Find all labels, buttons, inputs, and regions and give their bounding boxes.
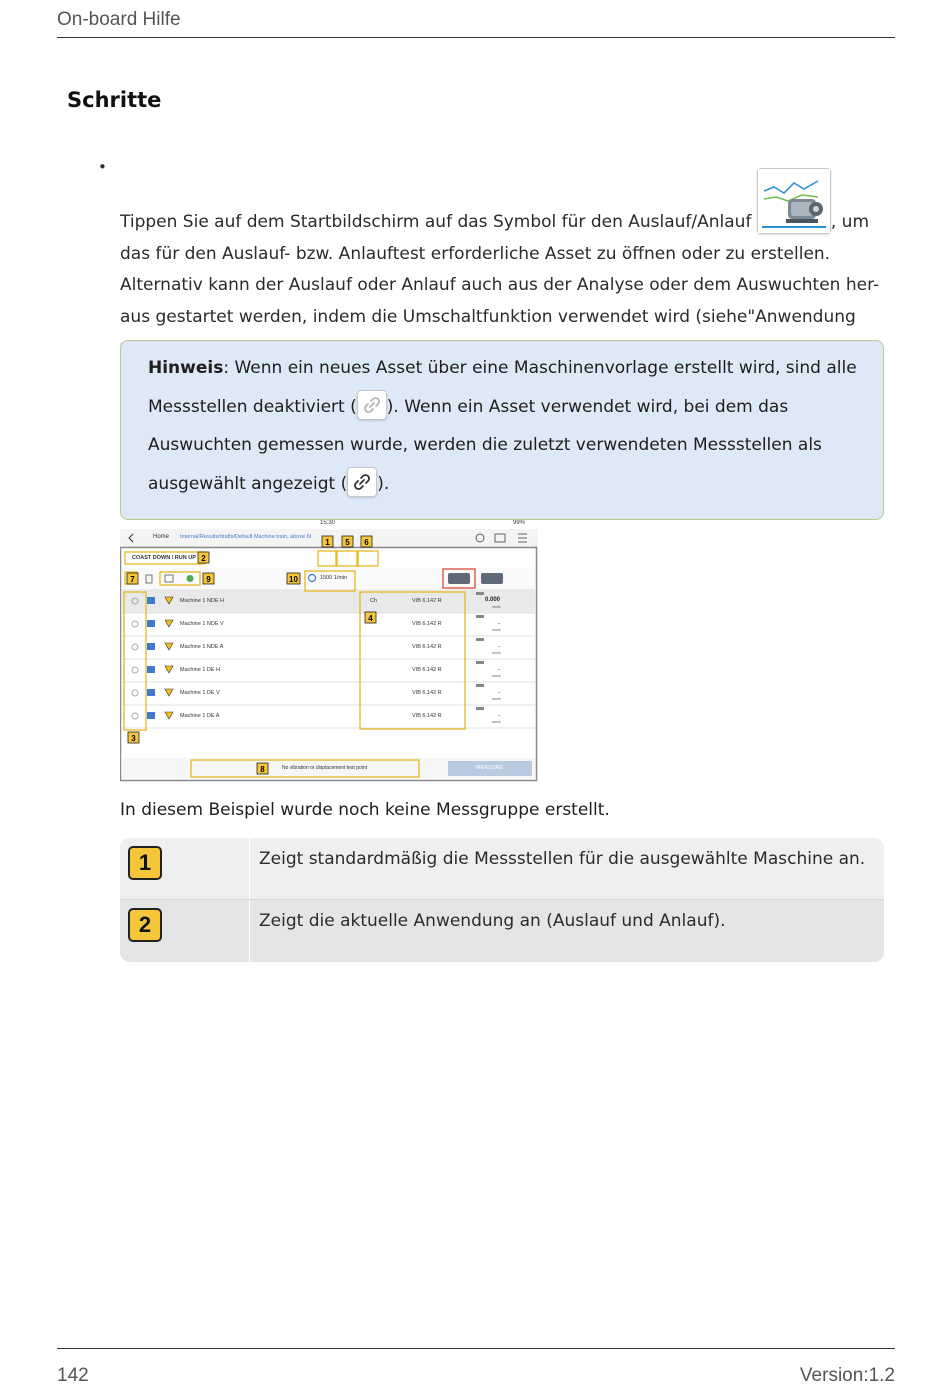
legend-description: Zeigt standardmäßig die Messstellen für die ausgewählte Maschine an.	[259, 849, 866, 869]
row-unit: mm/s	[492, 697, 501, 701]
row-value: -	[498, 644, 500, 650]
row-sensor: VIB 6.142 R	[412, 713, 442, 719]
callout-1: 1	[325, 538, 330, 547]
screenshot-row[interactable]	[180, 713, 520, 725]
screenshot-status-time: 15:30	[320, 520, 336, 526]
legend-row	[120, 838, 884, 900]
step-text-before-icon: Tippen Sie auf dem Startbildschirm auf das Symbol für den Auslauf/Anlauf	[120, 212, 752, 232]
legend-number-cell	[120, 838, 250, 899]
callout-4: 4	[368, 614, 373, 623]
screenshot-caption: In diesem Beispiel wurde noch keine Messgruppe erstellt.	[120, 800, 610, 820]
note-text	[148, 349, 868, 503]
link-active-icon	[347, 467, 377, 497]
screenshot-mode-label: COAST DOWN / RUN UP	[132, 555, 196, 561]
legend-number-badge: 1	[128, 846, 162, 880]
screenshot-battery: 99%	[513, 520, 526, 526]
note-text-part3: ).	[377, 473, 390, 494]
row-name: Machine 1 NDE A	[180, 644, 224, 650]
row-value: -	[498, 690, 500, 696]
app-screenshot	[120, 520, 538, 782]
callout-7: 7	[130, 575, 135, 584]
legend-number-cell	[120, 900, 250, 962]
row-sensor: VIB 6.142 R	[412, 667, 442, 673]
row-unit: mm/s	[492, 651, 501, 655]
row-name: Machine 1 NDE H	[180, 598, 225, 604]
row-unit: mm/s	[492, 674, 501, 678]
row-value: -	[498, 667, 500, 673]
version-label: Version:1.2	[799, 1365, 895, 1386]
header-title: On-board Hilfe	[57, 9, 181, 30]
legend-table	[120, 838, 884, 962]
row-unit: mm/s	[492, 628, 501, 632]
row-value: -	[498, 621, 500, 627]
callout-5: 5	[345, 538, 350, 547]
screenshot-row[interactable]	[180, 621, 520, 633]
screenshot-rpm: 1500 1/min	[320, 575, 348, 581]
row-name: Machine 1 DE V	[180, 690, 220, 696]
screenshot-breadcrumb-home[interactable]: Home	[153, 534, 170, 540]
note-box	[120, 340, 884, 520]
step-paragraph	[120, 172, 890, 365]
legend-number-badge: 2	[128, 908, 162, 942]
row-sensor: VIB 6.142 R	[412, 621, 442, 627]
screenshot-breadcrumb-path[interactable]: Internal/Results/drafts/Default Machine train, above 6t	[180, 534, 312, 540]
row-value: -	[498, 713, 500, 719]
header-divider	[57, 37, 895, 38]
footer-divider	[57, 1348, 895, 1349]
row-unit: mm/s	[492, 720, 501, 724]
note-text-part1: : Wenn ein neues Asset über eine Maschinenvorlage erstellt wird, sind alle Messstellen deaktiviert (	[148, 358, 857, 417]
note-text-part2: ). Wenn ein Asset verwendet wird, bei dem das Auswuchten gemessen wurde, werden die zuletzt verwendeten Messstellen als ausgewählt angezeigt (	[148, 396, 822, 494]
callout-6: 6	[364, 538, 369, 547]
row-value: 0.000	[485, 597, 501, 603]
legend-description: Zeigt die aktuelle Anwendung an (Auslauf und Anlauf).	[259, 911, 726, 931]
screenshot-footer-message: No vibration or displacement test point	[282, 765, 368, 771]
row-name: Machine 1 DE H	[180, 667, 221, 673]
step-text-after-icon: , um das für den Auslauf- bzw. Anlauftest erforderliche Asset zu öffnen oder zu erstellen. Alternativ kann der Auslauf oder Anlauf auch aus der Analyse oder dem Auswuchten her- aus gestartet werden, indem die Umschaltfunktion verwendet wird (siehe"Anwendung	[120, 212, 880, 327]
row-sensor: VIB 6.142 R	[412, 598, 442, 604]
bullet-point: •	[98, 158, 107, 176]
screenshot-row[interactable]	[180, 598, 520, 610]
screenshot-measure-button[interactable]: MEASURE	[476, 765, 504, 771]
legend-row	[120, 900, 884, 962]
row-channel: Ch	[370, 598, 378, 604]
callout-10: 10	[289, 575, 298, 584]
row-sensor: VIB 6.142 R	[412, 690, 442, 696]
screenshot-row[interactable]	[180, 667, 520, 679]
section-title: Schritte	[67, 88, 162, 112]
screenshot-row[interactable]	[180, 690, 520, 702]
row-name: Machine 1 DE A	[180, 713, 220, 719]
page-number: 142	[57, 1365, 89, 1386]
callout-8: 8	[260, 765, 265, 774]
note-label: Hinweis	[148, 358, 224, 378]
row-name: Machine 1 NDE V	[180, 621, 224, 627]
callout-9: 9	[206, 575, 211, 584]
callout-2: 2	[201, 554, 206, 563]
row-sensor: VIB 6.142 R	[412, 644, 442, 650]
screenshot-row[interactable]	[180, 644, 520, 656]
callout-3: 3	[131, 734, 136, 743]
link-disabled-icon	[357, 390, 387, 420]
coastdown-runup-icon	[757, 168, 831, 234]
row-unit: mm/s	[492, 605, 501, 609]
